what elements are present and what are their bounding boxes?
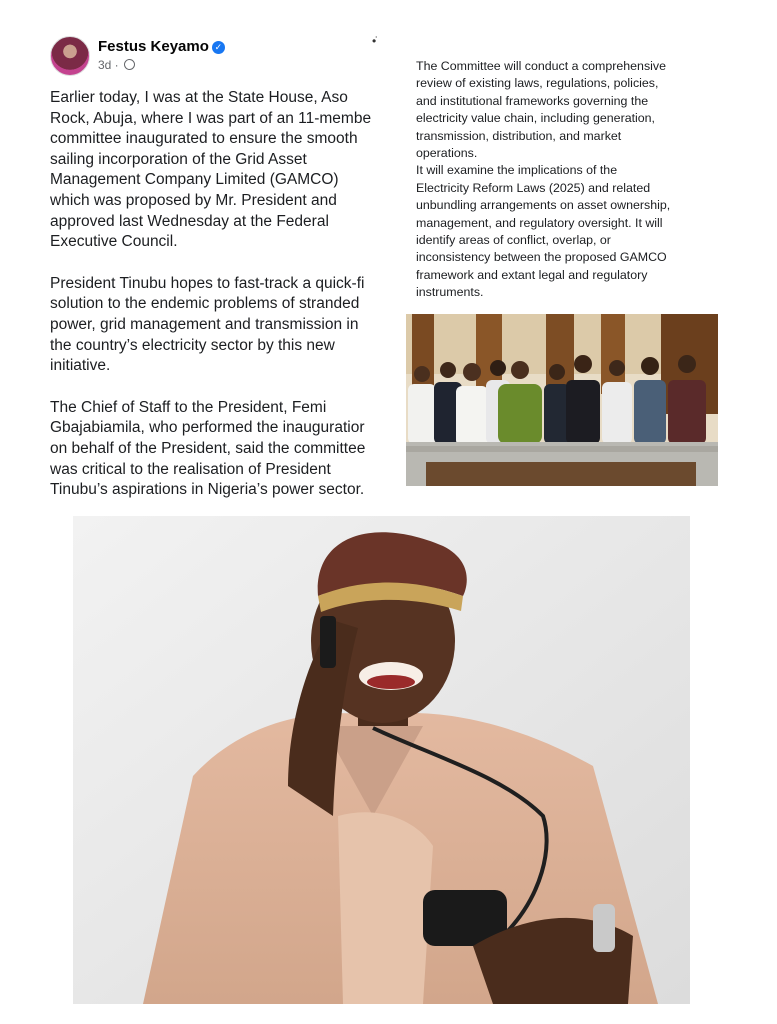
post-text-line: on behalf of the President, said the committee — [50, 439, 366, 457]
more-options-icon[interactable]: •̇ — [372, 34, 378, 48]
group-photo — [406, 314, 718, 486]
portrait-photo — [73, 516, 690, 1004]
committee-text-line: management, and regulatory oversight. It will — [416, 215, 663, 230]
post-paragraph — [50, 88, 390, 253]
post-text-line: President Tinubu hopes to fast-track a quick-fi — [50, 274, 365, 292]
post-text-line: The Chief of Staff to the President, Femi — [50, 398, 327, 416]
committee-text-line: Electricity Reform Laws (2025) and related — [416, 180, 651, 195]
post-text-line: was critical to the realisation of President — [50, 460, 331, 478]
post-text-line: initiative. — [50, 357, 111, 375]
post-text-line: approved last Wednesday at the Federal — [50, 212, 329, 230]
avatar[interactable] — [50, 36, 90, 76]
post-text-line: Earlier today, I was at the State House, Aso — [50, 89, 348, 106]
post-meta — [98, 58, 135, 72]
committee-text-line: electricity value chain, including generation, — [416, 111, 656, 126]
committee-text-line: transmission, distribution, and market — [416, 128, 622, 143]
post-text-line: Executive Council. — [50, 233, 178, 251]
post-body — [50, 88, 390, 510]
committee-text-line: unbundling arrangements on asset ownership, — [416, 198, 671, 213]
post-text-line: Rock, Abuja, where I was part of an 11-membe — [50, 109, 372, 127]
author-name-text[interactable]: Festus Keyamo — [98, 38, 209, 55]
committee-text-line: and institutional frameworks governing the — [416, 93, 649, 108]
post-text-line: sailing incorporation of the Grid Asset — [50, 150, 307, 168]
post-text-line: committee inaugurated to ensure the smooth — [50, 130, 358, 148]
post-text-line: Gbajabiamila, who performed the inauguratior — [50, 419, 365, 437]
post-text-line: power, grid management and transmission in — [50, 315, 359, 333]
post-left-column — [0, 0, 395, 510]
globe-icon — [124, 59, 135, 70]
committee-text-line: framework and extant legal and regulatory — [416, 267, 648, 282]
post-text-line: Tinubu’s aspirations in Nigeria’s power sector. — [50, 481, 365, 499]
committee-text-line: identify areas of conflict, overlap, or — [416, 233, 611, 248]
committee-text-line: The Committee will conduct a comprehensive — [416, 59, 666, 73]
committee-text-line: review of existing laws, regulations, policies, — [416, 76, 659, 91]
post-header — [50, 34, 390, 78]
post-text-line: Management Company Limited (GAMCO) — [50, 171, 339, 189]
post-paragraph — [50, 274, 390, 377]
group-photo-image — [406, 314, 718, 486]
committee-text-line: operations. — [416, 146, 478, 161]
verified-badge-icon: ✓ — [212, 41, 225, 54]
committee-text-line: inconsistency between the proposed GAMCO — [416, 250, 667, 265]
portrait-photo-image — [73, 516, 690, 1004]
post-text-line: which was proposed by Mr. President and — [50, 191, 337, 209]
post-paragraph — [50, 398, 390, 501]
post-text-line: solution to the endemic problems of stranded — [50, 295, 360, 313]
post-time[interactable]: 3d · — [98, 58, 119, 72]
committee-description — [416, 58, 736, 302]
committee-text-line: It will examine the implications of the — [416, 163, 618, 178]
post-text-line: the country’s electricity sector by this new — [50, 336, 335, 354]
author-name[interactable] — [98, 38, 225, 55]
committee-text-line: instruments. — [416, 285, 484, 300]
